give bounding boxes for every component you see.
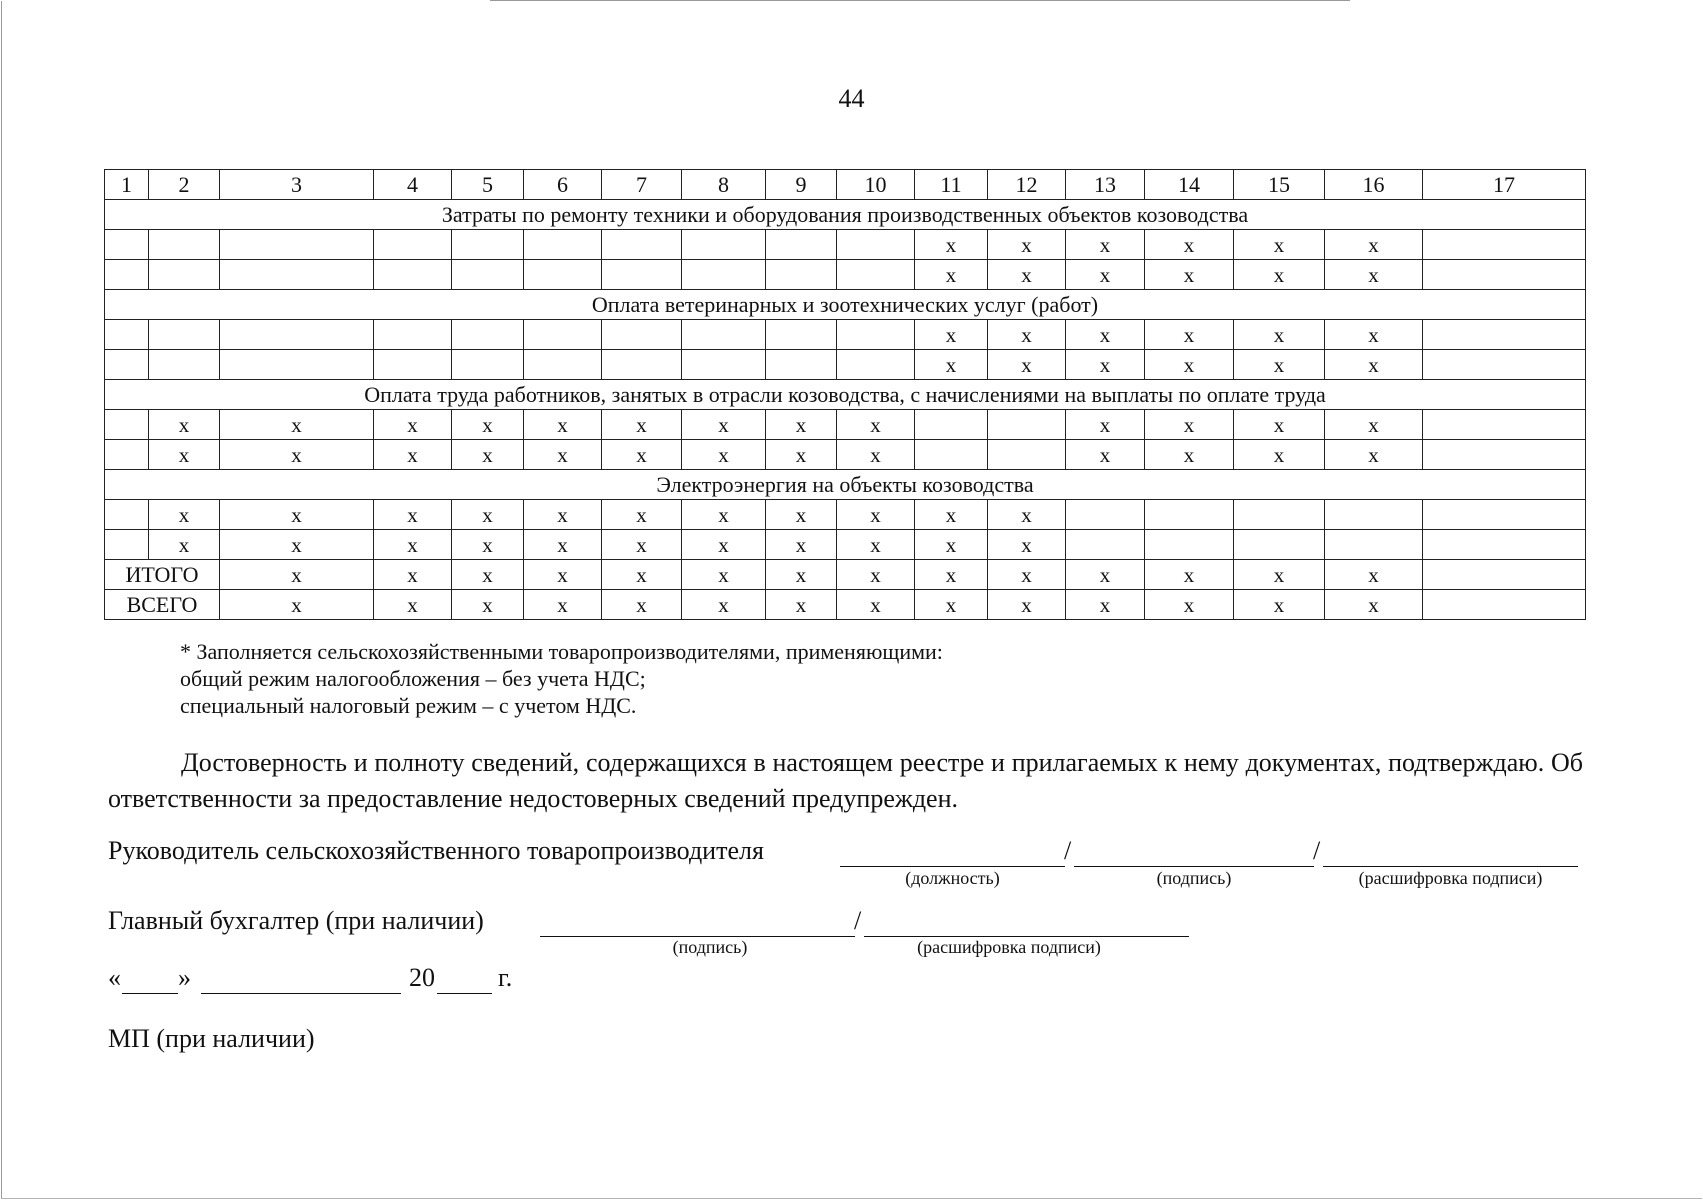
excluded-cell: x	[837, 440, 915, 470]
excluded-cell: x	[1145, 440, 1234, 470]
excluded-cell: x	[837, 530, 915, 560]
excluded-cell: x	[1066, 410, 1145, 440]
excluded-cell: x	[149, 440, 220, 470]
input-cell[interactable]	[105, 500, 149, 530]
column-number: 12	[988, 170, 1066, 200]
input-cell[interactable]	[915, 440, 988, 470]
excluded-cell: x	[374, 440, 452, 470]
section-row	[105, 200, 1586, 230]
excluded-cell: x	[1145, 350, 1234, 380]
column-number: 17	[1423, 170, 1586, 200]
input-cell[interactable]	[374, 260, 452, 290]
input-cell[interactable]	[602, 260, 682, 290]
column-number: 9	[766, 170, 837, 200]
total-value-cell[interactable]	[1423, 590, 1586, 620]
input-cell[interactable]	[682, 320, 766, 350]
excluded-cell: x	[1325, 260, 1423, 290]
excluded-cell: x	[1066, 440, 1145, 470]
caption-signature: (подпись)	[672, 937, 748, 957]
input-cell[interactable]	[524, 320, 602, 350]
separator-slash: /	[1064, 836, 1072, 865]
excluded-cell: x	[452, 530, 524, 560]
excluded-cell: x	[915, 230, 988, 260]
excluded-cell: x	[1325, 590, 1423, 620]
column-number: 10	[837, 170, 915, 200]
column-number: 6	[524, 170, 602, 200]
excluded-cell: x	[1234, 320, 1325, 350]
excluded-cell: x	[220, 560, 374, 590]
excluded-cell: x	[374, 410, 452, 440]
excluded-cell: x	[452, 410, 524, 440]
excluded-cell: x	[915, 590, 988, 620]
certification-text: Достоверность и полноту сведений, содержащихся в настоящем реестре и прилагаемых к нему документах, подтверждаю. Об ответственности за предоставление недостоверных сведений предупрежден.	[108, 748, 1583, 813]
excluded-cell: x	[1145, 320, 1234, 350]
separator-slash: /	[1313, 836, 1321, 865]
input-cell[interactable]	[1423, 350, 1586, 380]
table-row	[105, 440, 1586, 470]
excluded-cell: x	[988, 530, 1066, 560]
excluded-cell: x	[220, 590, 374, 620]
input-cell[interactable]	[1066, 500, 1145, 530]
input-cell[interactable]	[105, 410, 149, 440]
excluded-cell: x	[1145, 590, 1234, 620]
input-cell[interactable]	[988, 410, 1066, 440]
input-cell[interactable]	[1423, 530, 1586, 560]
input-cell[interactable]	[149, 350, 220, 380]
excluded-cell: x	[915, 530, 988, 560]
excluded-cell: x	[682, 440, 766, 470]
footnote	[180, 638, 943, 719]
excluded-cell: x	[766, 440, 837, 470]
excluded-cell: x	[1066, 320, 1145, 350]
excluded-cell: x	[374, 590, 452, 620]
excluded-cell: x	[452, 560, 524, 590]
input-cell[interactable]	[105, 530, 149, 560]
excluded-cell: x	[1325, 230, 1423, 260]
head-name-field[interactable]	[1323, 866, 1578, 867]
input-cell[interactable]	[105, 440, 149, 470]
caption-position: (должность)	[905, 868, 1000, 888]
input-cell[interactable]	[1423, 440, 1586, 470]
excluded-cell: x	[1066, 590, 1145, 620]
input-cell[interactable]	[524, 350, 602, 380]
excluded-cell: x	[915, 320, 988, 350]
input-cell[interactable]	[1234, 530, 1325, 560]
section-row	[105, 470, 1586, 500]
input-cell[interactable]	[374, 350, 452, 380]
input-cell[interactable]	[915, 410, 988, 440]
input-cell[interactable]	[1423, 410, 1586, 440]
input-cell[interactable]	[1325, 500, 1423, 530]
excluded-cell: x	[524, 440, 602, 470]
separator-slash: /	[854, 906, 862, 935]
table-row	[105, 320, 1586, 350]
section-title: Электроэнергия на объекты козоводства	[105, 470, 1586, 500]
input-cell[interactable]	[602, 320, 682, 350]
excluded-cell: x	[837, 590, 915, 620]
excluded-cell: x	[682, 410, 766, 440]
excluded-cell: x	[837, 500, 915, 530]
excluded-cell: x	[1145, 560, 1234, 590]
input-cell[interactable]	[1423, 230, 1586, 260]
input-cell[interactable]	[766, 350, 837, 380]
excluded-cell: x	[1234, 260, 1325, 290]
section-title: Затраты по ремонту техники и оборудования производственных объектов козоводства	[105, 200, 1586, 230]
excluded-cell: x	[988, 350, 1066, 380]
excluded-cell: x	[602, 410, 682, 440]
excluded-cell: x	[766, 590, 837, 620]
column-number: 11	[915, 170, 988, 200]
excluded-cell: x	[220, 530, 374, 560]
table-row	[105, 410, 1586, 440]
excluded-cell: x	[452, 440, 524, 470]
input-cell[interactable]	[1145, 530, 1234, 560]
excluded-cell: x	[915, 500, 988, 530]
input-cell[interactable]	[105, 320, 149, 350]
column-number: 8	[682, 170, 766, 200]
excluded-cell: x	[1325, 560, 1423, 590]
excluded-cell: x	[220, 440, 374, 470]
input-cell[interactable]	[220, 230, 374, 260]
excluded-cell: x	[1325, 350, 1423, 380]
excluded-cell: x	[1066, 560, 1145, 590]
excluded-cell: x	[602, 590, 682, 620]
input-cell[interactable]	[105, 260, 149, 290]
excluded-cell: x	[149, 410, 220, 440]
input-cell[interactable]	[1145, 500, 1234, 530]
excluded-cell: x	[766, 410, 837, 440]
date-day-field[interactable]	[122, 993, 178, 994]
excluded-cell: x	[766, 530, 837, 560]
input-cell[interactable]	[837, 320, 915, 350]
excluded-cell: x	[988, 560, 1066, 590]
excluded-cell: x	[149, 530, 220, 560]
column-number: 4	[374, 170, 452, 200]
head-signature-label: Руководитель сельскохозяйственного товаропроизводителя	[108, 836, 764, 865]
table-row	[105, 500, 1586, 530]
excluded-cell: x	[1325, 410, 1423, 440]
table-row	[105, 230, 1586, 260]
excluded-cell: x	[682, 530, 766, 560]
input-cell[interactable]	[837, 230, 915, 260]
column-number-row	[105, 170, 1586, 200]
page-number: 44	[838, 84, 865, 113]
date-open-quote: «	[108, 963, 121, 992]
total-row	[105, 560, 1586, 590]
excluded-cell: x	[602, 530, 682, 560]
excluded-cell: x	[1234, 230, 1325, 260]
input-cell[interactable]	[220, 320, 374, 350]
excluded-cell: x	[524, 530, 602, 560]
excluded-cell: x	[1234, 350, 1325, 380]
excluded-cell: x	[374, 500, 452, 530]
excluded-cell: x	[1234, 440, 1325, 470]
excluded-cell: x	[1145, 260, 1234, 290]
excluded-cell: x	[837, 410, 915, 440]
excluded-cell: x	[1145, 410, 1234, 440]
input-cell[interactable]	[682, 350, 766, 380]
excluded-cell: x	[988, 260, 1066, 290]
excluded-cell: x	[602, 560, 682, 590]
excluded-cell: x	[452, 590, 524, 620]
excluded-cell: x	[766, 500, 837, 530]
excluded-cell: x	[837, 560, 915, 590]
excluded-cell: x	[524, 500, 602, 530]
excluded-cell: x	[1066, 260, 1145, 290]
input-cell[interactable]	[766, 260, 837, 290]
column-number: 14	[1145, 170, 1234, 200]
excluded-cell: x	[766, 560, 837, 590]
input-cell[interactable]	[220, 260, 374, 290]
column-number: 3	[220, 170, 374, 200]
input-cell[interactable]	[1066, 530, 1145, 560]
excluded-cell: x	[1325, 440, 1423, 470]
footnote-line: специальный налоговый режим – с учетом НДС.	[180, 693, 637, 718]
excluded-cell: x	[915, 260, 988, 290]
excluded-cell: x	[1234, 560, 1325, 590]
excluded-cell: x	[374, 530, 452, 560]
column-number: 16	[1325, 170, 1423, 200]
input-cell[interactable]	[105, 230, 149, 260]
caption-name: (расшифровка подписи)	[1358, 868, 1543, 888]
excluded-cell: x	[1145, 230, 1234, 260]
input-cell[interactable]	[1423, 320, 1586, 350]
register-table-body	[105, 170, 1586, 620]
input-cell[interactable]	[374, 320, 452, 350]
column-number: 5	[452, 170, 524, 200]
date-close-quote: »	[178, 963, 191, 992]
date-year-field[interactable]	[437, 993, 492, 994]
excluded-cell: x	[602, 440, 682, 470]
excluded-cell: x	[682, 500, 766, 530]
excluded-cell: x	[1234, 590, 1325, 620]
excluded-cell: x	[682, 560, 766, 590]
excluded-cell: x	[524, 560, 602, 590]
footnote-line: общий режим налогообложения – без учета НДС;	[180, 666, 646, 691]
excluded-cell: x	[915, 560, 988, 590]
section-row	[105, 290, 1586, 320]
column-number: 2	[149, 170, 220, 200]
input-cell[interactable]	[766, 320, 837, 350]
excluded-cell: x	[374, 560, 452, 590]
total-row	[105, 590, 1586, 620]
excluded-cell: x	[988, 500, 1066, 530]
column-number: 15	[1234, 170, 1325, 200]
input-cell[interactable]	[837, 350, 915, 380]
input-cell[interactable]	[1325, 530, 1423, 560]
total-label: ВСЕГО	[105, 590, 220, 620]
table-row	[105, 260, 1586, 290]
input-cell[interactable]	[149, 260, 220, 290]
section-title: Оплата труда работников, занятых в отрасли козоводства, с начислениями на выплаты по оплате труда	[105, 380, 1586, 410]
input-cell[interactable]	[374, 230, 452, 260]
section-title: Оплата ветеринарных и зоотехнических услуг (работ)	[105, 290, 1586, 320]
input-cell[interactable]	[452, 320, 524, 350]
input-cell[interactable]	[524, 260, 602, 290]
input-cell[interactable]	[988, 440, 1066, 470]
total-value-cell[interactable]	[1423, 560, 1586, 590]
input-cell[interactable]	[1234, 500, 1325, 530]
excluded-cell: x	[988, 590, 1066, 620]
excluded-cell: x	[1066, 230, 1145, 260]
excluded-cell: x	[1066, 350, 1145, 380]
excluded-cell: x	[988, 230, 1066, 260]
input-cell[interactable]	[149, 320, 220, 350]
input-cell[interactable]	[766, 230, 837, 260]
input-cell[interactable]	[220, 350, 374, 380]
table-row	[105, 350, 1586, 380]
input-cell[interactable]	[602, 350, 682, 380]
excluded-cell: x	[524, 590, 602, 620]
date-century: 20	[409, 963, 435, 992]
excluded-cell: x	[1325, 320, 1423, 350]
table-row	[105, 530, 1586, 560]
column-number: 7	[602, 170, 682, 200]
excluded-cell: x	[220, 410, 374, 440]
excluded-cell: x	[452, 500, 524, 530]
caption-name: (расшифровка подписи)	[917, 937, 1101, 957]
excluded-cell: x	[524, 410, 602, 440]
excluded-cell: x	[682, 590, 766, 620]
footnote-line: * Заполняется сельскохозяйственными товаропроизводителями, применяющими:	[180, 639, 943, 664]
accountant-signature-label: Главный бухгалтер (при наличии)	[108, 906, 484, 935]
top-border-line	[490, 0, 1350, 1]
input-cell[interactable]	[682, 260, 766, 290]
caption-signature: (подпись)	[1156, 868, 1232, 888]
input-cell[interactable]	[452, 230, 524, 260]
excluded-cell: x	[220, 500, 374, 530]
input-cell[interactable]	[837, 260, 915, 290]
total-label: ИТОГО	[105, 560, 220, 590]
excluded-cell: x	[988, 320, 1066, 350]
input-cell[interactable]	[602, 230, 682, 260]
head-position-field[interactable]	[840, 866, 1065, 867]
stamp-label: МП (при наличии)	[108, 1024, 315, 1053]
input-cell[interactable]	[149, 230, 220, 260]
excluded-cell: x	[915, 350, 988, 380]
input-cell[interactable]	[1423, 500, 1586, 530]
section-row	[105, 380, 1586, 410]
excluded-cell: x	[149, 500, 220, 530]
date-suffix: г.	[498, 963, 513, 992]
input-cell[interactable]	[1423, 260, 1586, 290]
date-month-field[interactable]	[201, 993, 401, 994]
register-table	[104, 169, 1586, 620]
input-cell[interactable]	[524, 230, 602, 260]
excluded-cell: x	[1234, 410, 1325, 440]
column-number: 13	[1066, 170, 1145, 200]
input-cell[interactable]	[105, 350, 149, 380]
input-cell[interactable]	[452, 350, 524, 380]
input-cell[interactable]	[682, 230, 766, 260]
head-signature-field[interactable]	[1074, 866, 1314, 867]
column-number: 1	[105, 170, 149, 200]
input-cell[interactable]	[452, 260, 524, 290]
excluded-cell: x	[602, 500, 682, 530]
